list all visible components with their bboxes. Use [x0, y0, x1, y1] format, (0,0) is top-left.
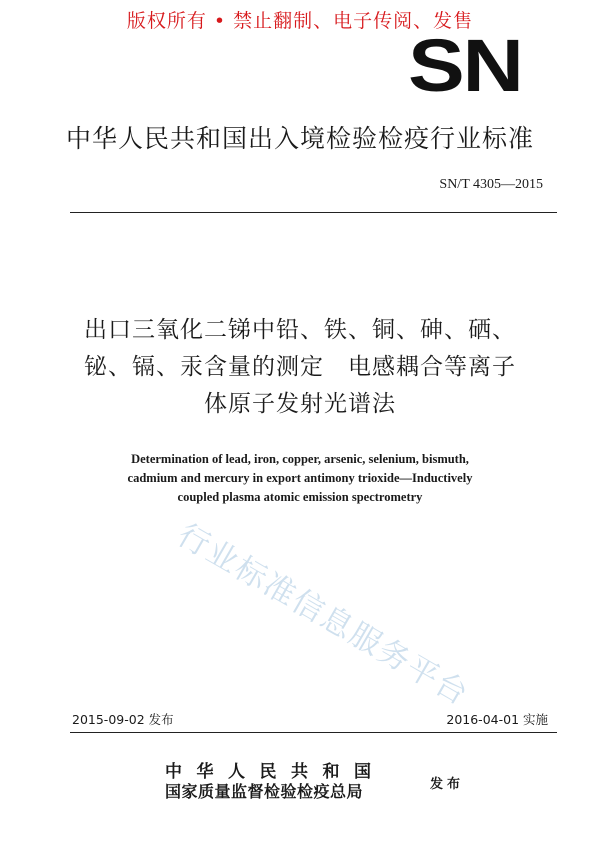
standard-code: SN/T 4305—2015	[439, 177, 543, 192]
english-title-line: Determination of lead, iron, copper, arsenic, selenium, bismuth,	[131, 452, 469, 466]
english-title	[0, 450, 600, 507]
issuer-country: 中华人民共和国	[165, 762, 386, 782]
sn-logo: SN	[408, 24, 522, 107]
standard-type-heading: 中华人民共和国出入境检验检疫行业标准	[65, 124, 534, 153]
issue-date: 2015-09-02 发布	[72, 712, 174, 727]
english-title-line: coupled plasma atomic emission spectrometry	[177, 490, 423, 504]
top-divider	[70, 212, 557, 213]
chinese-title-line: 出口三氧化二锑中铅、铁、铜、砷、硒、	[84, 317, 516, 343]
chinese-title-line: 体原子发射光谱法	[204, 391, 396, 417]
issuer-agency: 国家质量监督检验检疫总局	[165, 782, 364, 801]
bottom-divider	[70, 732, 557, 733]
english-title-line: cadmium and mercury in export antimony trioxide—Inductively	[127, 471, 473, 485]
implementation-date: 2016-04-01 实施	[446, 712, 548, 727]
chinese-title-line: 铋、镉、汞含量的测定 电感耦合等离子	[84, 354, 516, 380]
issuing-authority	[165, 762, 386, 802]
publish-label: 发布	[430, 777, 465, 792]
watermark: 行业标准信息服务平台	[171, 516, 476, 714]
copyright-notice: 版权所有 • 禁止翻制、电子传阅、发售	[126, 10, 474, 32]
chinese-title	[0, 312, 600, 423]
